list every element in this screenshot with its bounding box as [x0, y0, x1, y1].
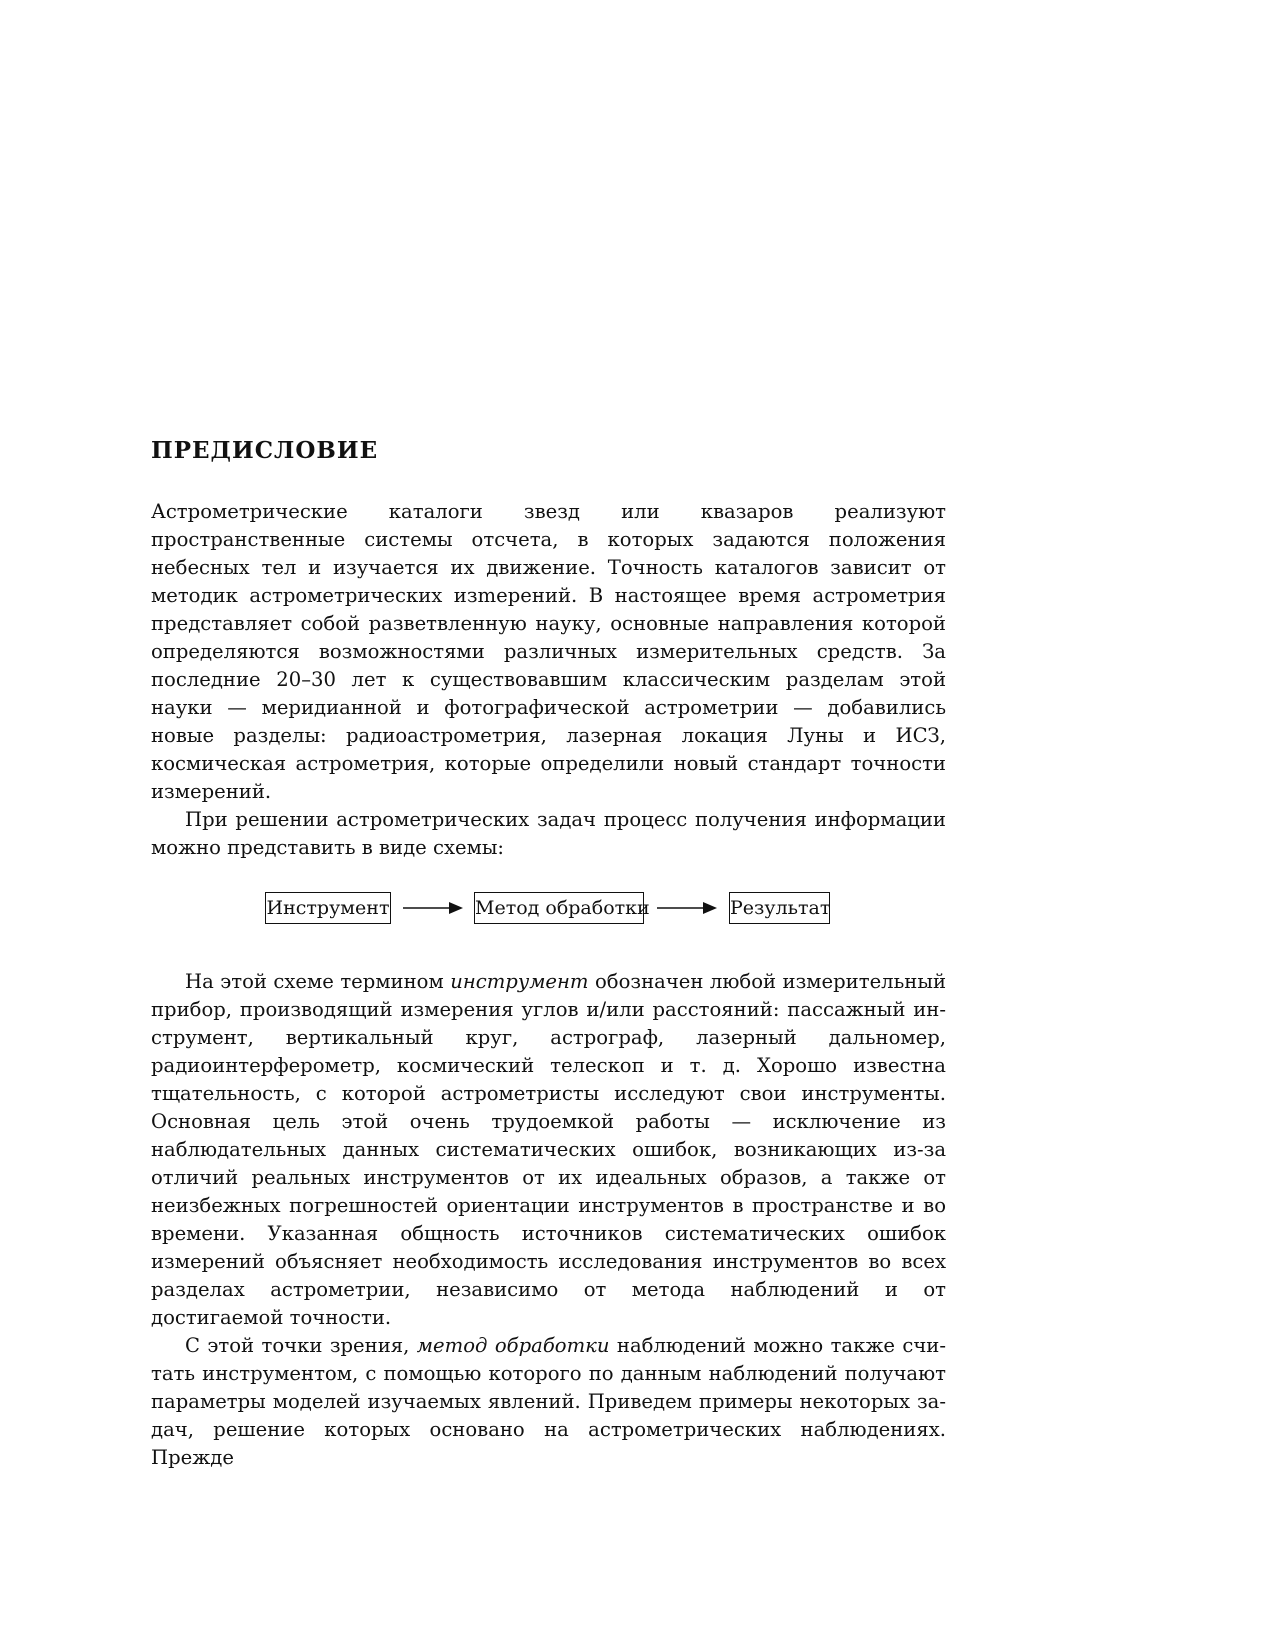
scheme-box-instrument: Инструмент	[265, 892, 391, 924]
paragraph-instrument-start: На этой схеме термином	[185, 970, 451, 993]
paragraph-instrument	[151, 968, 946, 1332]
scheme-box-method: Метод обработки	[474, 892, 644, 924]
page-content	[151, 436, 946, 1472]
paragraph-method-start: С этой точки зрения,	[185, 1334, 417, 1357]
paragraph-scheme-intro: При решении астрометрических задач процесс получения информации можно представить в виде схемы:	[151, 808, 946, 859]
page-title: ПРЕДИСЛОВИЕ	[151, 437, 379, 464]
paragraph-instrument-rest: обозначен любой измерительный прибор, производящий измерения углов и/или расстояний: пассажный инструмент, вертикальный круг, астрограф, лазерный дальномер, радиоинтерферометр, космический телескоп и т. д. Хорошо известна тщательность, с которой астрометристы исследуют свои инструменты. Основная цель этой очень трудоемкой работы — исключение из наблюдательных данных систематических ошибок, возникающих из-за отличий реальных инструментов от их идеальных образов, а также от неизбежных погрешностей ориентации инструментов в пространстве и во времени. Указанная общность источников систематических ошибок измерений объясняет необходимость исследования инструментов во всех разделах астрометрии, независимо от метода наблюдений и от достигаемой точности.	[151, 970, 947, 1329]
arrow-right-icon	[403, 901, 463, 915]
term-instrument: инструмент	[450, 970, 589, 993]
term-method: метод обработки	[416, 1334, 610, 1357]
paragraph-intro: Астрометрические каталоги звезд или квазаров реализуют пространственные системы отсчета, в которых задаются положения небесных тел и изучается их движение. Точность каталогов зависит от методик астрометрических изmерений. В настоящее время астрометрия представляет собой разветвленную науку, основные направления которой определяются возможностями различных измерительных средств. За последние 20–30 лет к существовавшим классическим разделам этой науки — меридианной и фотографической астрометрии — добавились новые разделы: радиоастрометрия, лазерная локация Луны и ИСЗ, космическая астрометрия, которые определили новый стандарт точности измерений.	[151, 500, 946, 803]
scheme-box-result: Результат	[729, 892, 830, 924]
arrow-right-icon	[657, 901, 717, 915]
paragraph-method	[151, 1332, 946, 1472]
process-scheme	[151, 892, 946, 928]
paragraph-method-rest: наблюдений можно также считать инструментом, с помощью которого по данным наблюдений получают параметры моделей изучаемых явлений. Приведем примеры некоторых задач, решение которых основано на астрометрических наблюдениях. Прежде	[151, 1334, 946, 1469]
